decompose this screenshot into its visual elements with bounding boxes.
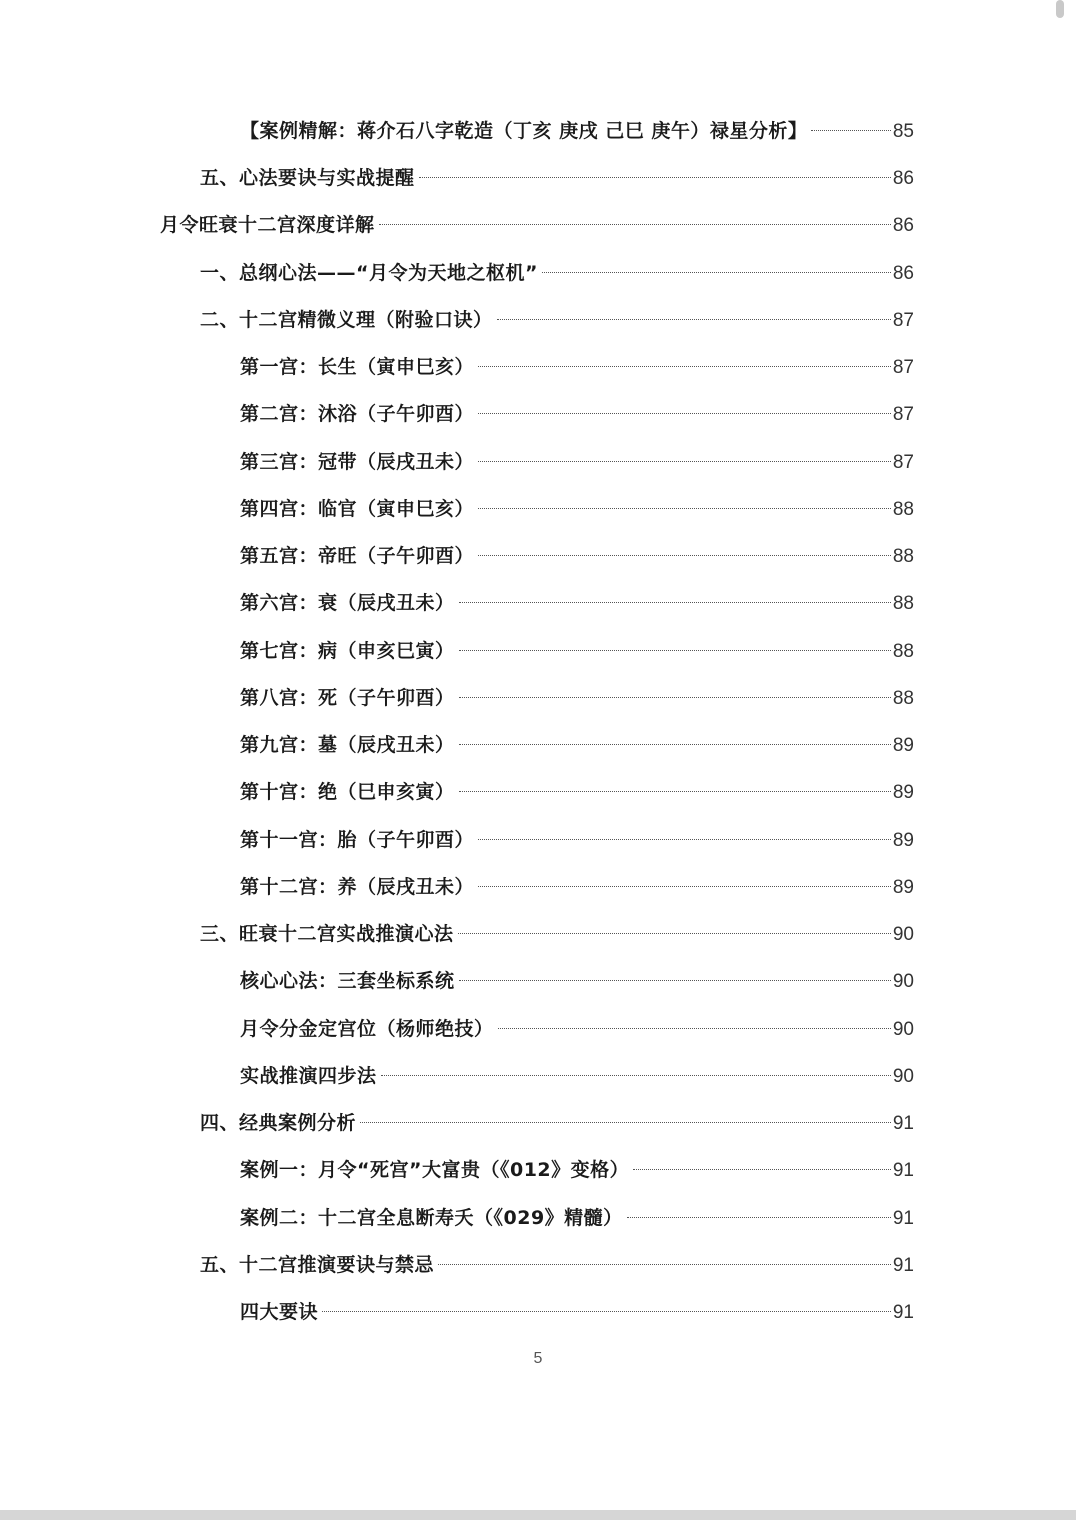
dot-leader: [459, 744, 891, 745]
toc-entry-page: 90: [892, 924, 914, 945]
dot-leader: [381, 1075, 891, 1076]
dot-leader: [322, 1311, 891, 1312]
toc-entry[interactable]: [240, 108, 914, 155]
dot-leader: [458, 933, 891, 934]
toc-entry-title: 第五宫：帝旺（子午卯酉）: [240, 545, 475, 567]
toc-entry-title: 实战推演四步法: [240, 1065, 377, 1087]
dot-leader: [498, 1028, 891, 1029]
toc-entry[interactable]: [240, 439, 914, 486]
toc-entry-page: 87: [892, 357, 914, 378]
toc-entry-page: 88: [892, 499, 914, 520]
toc-entry[interactable]: [240, 486, 914, 533]
toc-entry-title: 五、十二宫推演要诀与禁忌: [200, 1254, 435, 1276]
toc-entry-page: 90: [892, 971, 914, 992]
toc-entry-title: 四、经典案例分析: [200, 1112, 357, 1134]
toc-entry-title: 第二宫：沐浴（子午卯酉）: [240, 403, 475, 425]
toc-entry-title: 二、十二宫精微义理（附验口诀）: [200, 309, 493, 331]
toc-entry-page: 88: [892, 546, 914, 567]
dot-leader: [459, 980, 891, 981]
toc-entry-title: 三、旺衰十二宫实战推演心法: [200, 923, 454, 945]
toc-entry-title: 第六宫：衰（辰戌丑未）: [240, 592, 455, 614]
toc-entry-page: 88: [892, 688, 914, 709]
dot-leader: [478, 366, 891, 367]
dot-leader: [478, 413, 891, 414]
scrollbar-thumb[interactable]: [1056, 0, 1064, 18]
toc-entry[interactable]: [240, 628, 914, 675]
toc-entry[interactable]: [240, 1006, 914, 1053]
toc-entry-title: 核心心法：三套坐标系统: [240, 970, 455, 992]
toc-entry-page: 91: [892, 1302, 914, 1323]
toc-entry[interactable]: [240, 1053, 914, 1100]
toc-entry-page: 91: [892, 1160, 914, 1181]
toc-entry-title: 月令旺衰十二宫深度详解: [160, 214, 375, 236]
toc-entry-title: 第一宫：长生（寅申巳亥）: [240, 356, 475, 378]
toc-entry-title: 案例二：十二宫全息断寿夭（《029》精髓）: [240, 1207, 623, 1229]
toc-entry-title: 五、心法要诀与实战提醒: [200, 167, 415, 189]
dot-leader: [478, 886, 891, 887]
toc-entry[interactable]: [240, 1147, 914, 1194]
toc-entry[interactable]: [200, 250, 914, 297]
dot-leader: [459, 791, 891, 792]
toc-entry-page: 91: [892, 1208, 914, 1229]
toc-entry[interactable]: [240, 1289, 914, 1336]
toc-entry[interactable]: [200, 155, 914, 202]
dot-leader: [360, 1122, 891, 1123]
toc-entry[interactable]: [240, 817, 914, 864]
toc-entry-page: 87: [892, 452, 914, 473]
dot-leader: [478, 555, 891, 556]
toc-entry-title: 第七宫：病（申亥巳寅）: [240, 640, 455, 662]
toc-entry-title: 案例一：月令“死宫”大富贵（《012》变格）: [240, 1159, 630, 1181]
page-number: 5: [533, 1350, 543, 1367]
toc-entry-page: 89: [892, 782, 914, 803]
dot-leader: [542, 272, 891, 273]
toc-entry-title: 第十一宫：胎（子午卯酉）: [240, 829, 475, 851]
toc-entry[interactable]: [200, 1100, 914, 1147]
toc-entry[interactable]: [200, 911, 914, 958]
dot-leader: [633, 1169, 891, 1170]
dot-leader: [478, 461, 891, 462]
toc-entry[interactable]: [240, 344, 914, 391]
toc-entry-title: 第九宫：墓（辰戌丑未）: [240, 734, 455, 756]
dot-leader: [419, 177, 891, 178]
dot-leader: [811, 130, 891, 131]
toc-entry[interactable]: [240, 958, 914, 1005]
toc-entry[interactable]: [240, 391, 914, 438]
toc-entry-page: 89: [892, 830, 914, 851]
toc-entry[interactable]: [240, 580, 914, 627]
toc-entry[interactable]: [240, 1195, 914, 1242]
toc-entry[interactable]: [240, 864, 914, 911]
bottom-scrollbar[interactable]: [0, 1510, 1076, 1520]
dot-leader: [438, 1264, 891, 1265]
toc-entry[interactable]: [200, 297, 914, 344]
toc-entry-title: 四大要诀: [240, 1301, 319, 1323]
toc-entry-title: 月令分金定宫位（杨师绝技）: [240, 1018, 494, 1040]
toc-entry[interactable]: [240, 769, 914, 816]
toc-entry-page: 90: [892, 1066, 914, 1087]
toc-entry-page: 89: [892, 877, 914, 898]
dot-leader: [459, 697, 891, 698]
toc-entry-page: 87: [892, 310, 914, 331]
toc-entry-page: 91: [892, 1255, 914, 1276]
toc-entry-title: 第八宫：死（子午卯酉）: [240, 687, 455, 709]
toc-entry-page: 91: [892, 1113, 914, 1134]
toc-entry-title: 第十宫：绝（巳申亥寅）: [240, 781, 455, 803]
toc-entry[interactable]: [240, 533, 914, 580]
toc-entry[interactable]: [240, 675, 914, 722]
toc-entry-page: 85: [892, 121, 914, 142]
dot-leader: [379, 224, 891, 225]
toc-entry-page: 88: [892, 593, 914, 614]
dot-leader: [627, 1217, 891, 1218]
toc-entry-page: 87: [892, 404, 914, 425]
dot-leader: [497, 319, 891, 320]
toc-entry[interactable]: [200, 1242, 914, 1289]
toc-entry-page: 86: [892, 263, 914, 284]
toc-entry-title: 一、总纲心法——“月令为天地之枢机”: [200, 262, 538, 284]
dot-leader: [459, 602, 891, 603]
toc-entry-page: 89: [892, 735, 914, 756]
toc-entry-page: 90: [892, 1019, 914, 1040]
toc-entry-page: 88: [892, 641, 914, 662]
dot-leader: [478, 839, 891, 840]
toc-entry-title: 第三宫：冠带（辰戌丑未）: [240, 451, 475, 473]
dot-leader: [459, 650, 891, 651]
toc-entry[interactable]: [240, 722, 914, 769]
toc-entry-title: 第四宫：临官（寅申巳亥）: [240, 498, 475, 520]
toc-entry-title: 【案例精解：蒋介石八字乾造（丁亥 庚戌 己巳 庚午）禄星分析】: [240, 120, 808, 142]
toc-entry-page: 86: [892, 215, 914, 236]
toc-entry-title: 第十二宫：养（辰戌丑未）: [240, 876, 475, 898]
toc-entry-page: 86: [892, 168, 914, 189]
dot-leader: [478, 508, 891, 509]
toc-entry[interactable]: [160, 202, 914, 249]
